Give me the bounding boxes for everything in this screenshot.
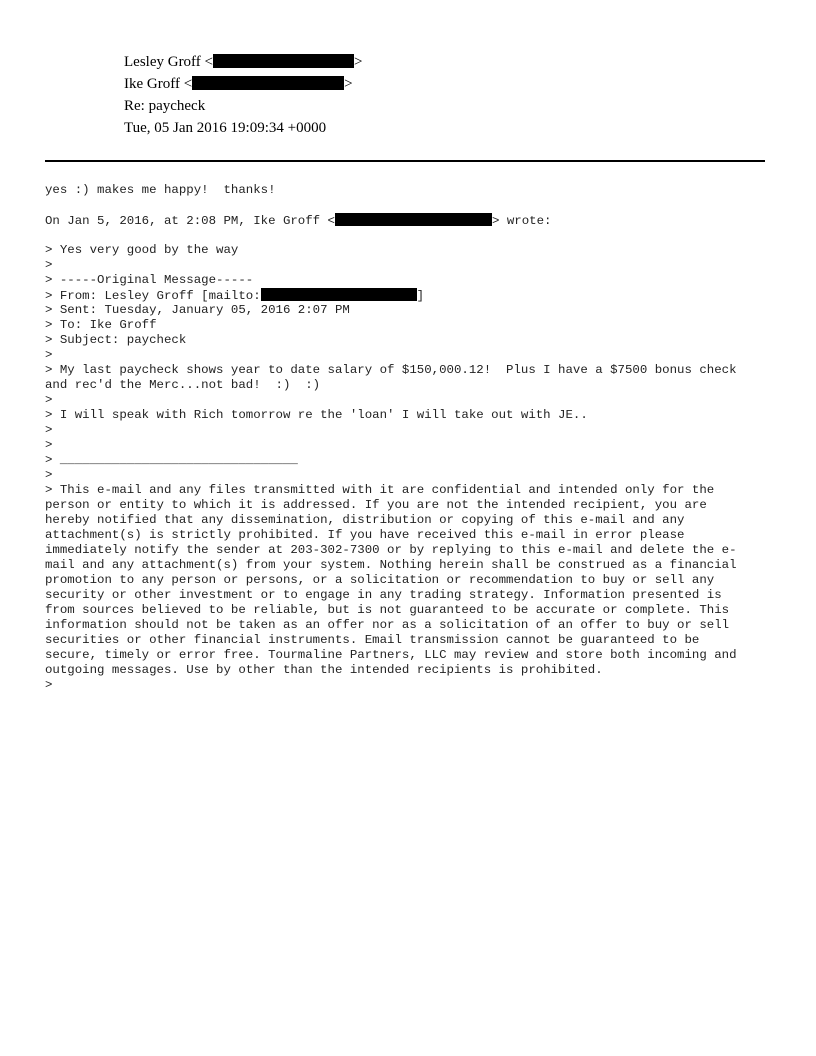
- disclaimer-line: person or entity to which it is addressed. If you are not the intended recipient, you are: [45, 498, 707, 512]
- blank-line: [45, 228, 785, 243]
- to-name: Ike Groff <: [124, 76, 193, 92]
- quoted-from-suffix: ]: [416, 289, 425, 303]
- quoted-line: > Sent: Tuesday, January 05, 2016 2:07 PM: [45, 303, 350, 317]
- disclaimer-line: information should not be taken as an offer nor as a solicitation of an offer to buy or sell: [45, 618, 730, 632]
- quoted-line: >: [45, 438, 53, 452]
- quoted-line: >: [45, 468, 53, 482]
- quoted-line: and rec'd the Merc...not bad! :) :): [45, 378, 321, 392]
- disclaimer-line: securities or other financial instruments. Email transmission cannot be guaranteed to be: [45, 633, 700, 647]
- quoted-line: > I will speak with Rich tomorrow re the 'loan' I will take out with JE..: [45, 408, 588, 422]
- quoted-from-prefix: > From: Lesley Groff [mailto:: [45, 289, 261, 303]
- attribution-suffix: > wrote:: [492, 214, 552, 228]
- reply-text: yes :) makes me happy! thanks!: [45, 183, 276, 197]
- attribution-prefix: On Jan 5, 2016, at 2:08 PM, Ike Groff <: [45, 214, 335, 228]
- quoted-line: >: [45, 348, 53, 362]
- redacted-to-email: [192, 76, 344, 90]
- redacted-mailto-email: [261, 288, 417, 301]
- disclaimer-line: mail and any attachment(s) from your system. Nothing herein shall be construed as a financial: [45, 558, 737, 572]
- quoted-from-line: [45, 288, 785, 303]
- quoted-line: > My last paycheck shows year to date salary of $150,000.12! Plus I have a $7500 bonus check: [45, 363, 737, 377]
- disclaimer-line: hereby notified that any dissemination, distribution or copying of this e-mail and any: [45, 513, 685, 527]
- disclaimer-line: outgoing messages. Use by other than the intended recipients is prohibited.: [45, 663, 603, 677]
- to-value: [124, 74, 353, 94]
- quoted-line: > To: Ike Groff: [45, 318, 157, 332]
- disclaimer-line: secure, timely or error free. Tourmaline Partners, LLC may review and store both incoming and: [45, 648, 737, 662]
- redacted-attribution-email: [335, 213, 492, 226]
- from-value: [124, 52, 362, 72]
- subject-value: Re: paycheck: [124, 98, 206, 114]
- disclaimer-line: > This e-mail and any files transmitted with it are confidential and intended only for the: [45, 483, 715, 497]
- attribution-line: [45, 213, 785, 228]
- blank-line: [45, 198, 785, 213]
- disclaimer-line: immediately notify the sender at 203-302-7300 or by replying to this e-mail and delete the e-: [45, 543, 737, 557]
- quoted-line: >: [45, 393, 53, 407]
- quoted-line: >: [45, 423, 53, 437]
- quoted-line: >: [45, 678, 53, 692]
- email-body: [45, 183, 785, 693]
- quoted-line: > Yes very good by the way: [45, 243, 239, 257]
- quoted-line: >: [45, 258, 53, 272]
- disclaimer-line: attachment(s) is strictly prohibited. If you have received this e-mail in error please: [45, 528, 685, 542]
- from-name: Lesley Groff <: [124, 54, 213, 70]
- disclaimer-line: promotion to any person or persons, or a solicitation or recommendation to buy or sell any: [45, 573, 715, 587]
- quoted-line: > Subject: paycheck: [45, 333, 187, 347]
- quoted-line: > -----Original Message-----: [45, 273, 254, 287]
- date-value: Tue, 05 Jan 2016 19:09:34 +0000: [124, 120, 327, 136]
- disclaimer-line: security or other investment or to engage in any trading strategy. Information presented is: [45, 588, 722, 602]
- disclaimer-line: from sources believed to be reliable, but is not guaranteed to be accurate or complete. This: [45, 603, 730, 617]
- redacted-from-email: [213, 54, 354, 68]
- header-divider: [45, 160, 765, 162]
- to-end: >: [344, 76, 353, 92]
- from-end: >: [354, 54, 363, 70]
- quoted-line: > ________________________________: [45, 453, 298, 467]
